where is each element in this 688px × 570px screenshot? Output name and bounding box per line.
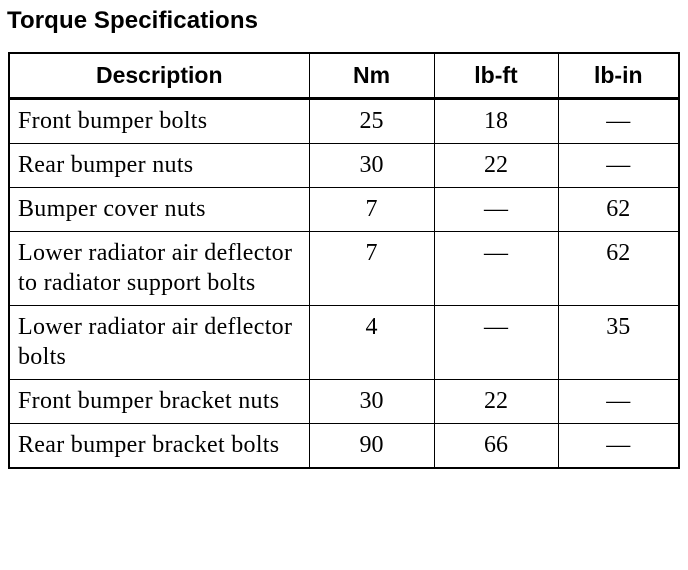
nm-cell: 4 — [309, 306, 434, 380]
lb-ft-cell: — — [434, 188, 558, 232]
table-row — [9, 306, 679, 380]
table-row — [9, 380, 679, 424]
nm-cell: 25 — [309, 99, 434, 144]
lb-ft-cell: — — [434, 232, 558, 306]
lb-in-cell: 35 — [558, 306, 679, 380]
lb-in-cell: — — [558, 144, 679, 188]
nm-cell: 7 — [309, 232, 434, 306]
table-header-row — [9, 53, 679, 99]
description-cell: Front bumper bolts — [9, 99, 309, 144]
lb-ft-cell: 22 — [434, 144, 558, 188]
column-header-nm: Nm — [309, 53, 434, 99]
table-row — [9, 188, 679, 232]
lb-ft-cell: — — [434, 306, 558, 380]
column-header-lb-ft: lb-ft — [434, 53, 558, 99]
lb-in-cell: 62 — [558, 188, 679, 232]
description-cell: Lower radiator air deflector bolts — [9, 306, 309, 380]
description-cell: Rear bumper nuts — [9, 144, 309, 188]
torque-specifications-table — [8, 52, 680, 469]
lb-ft-cell: 18 — [434, 99, 558, 144]
lb-ft-cell: 66 — [434, 424, 558, 469]
lb-in-cell: — — [558, 99, 679, 144]
lb-ft-cell: 22 — [434, 380, 558, 424]
nm-cell: 30 — [309, 144, 434, 188]
table-row — [9, 99, 679, 144]
description-cell: Rear bumper bracket bolts — [9, 424, 309, 469]
table-row — [9, 232, 679, 306]
nm-cell: 7 — [309, 188, 434, 232]
column-header-description: Description — [9, 53, 309, 99]
lb-in-cell: — — [558, 424, 679, 469]
column-header-lb-in: lb-in — [558, 53, 679, 99]
table-row — [9, 424, 679, 469]
description-cell: Lower radiator air deflector to radiator support bolts — [9, 232, 309, 306]
nm-cell: 30 — [309, 380, 434, 424]
nm-cell: 90 — [309, 424, 434, 469]
table-row — [9, 144, 679, 188]
lb-in-cell: — — [558, 380, 679, 424]
description-cell: Bumper cover nuts — [9, 188, 309, 232]
page-title: Torque Specifications — [7, 7, 259, 34]
description-cell: Front bumper bracket nuts — [9, 380, 309, 424]
lb-in-cell: 62 — [558, 232, 679, 306]
